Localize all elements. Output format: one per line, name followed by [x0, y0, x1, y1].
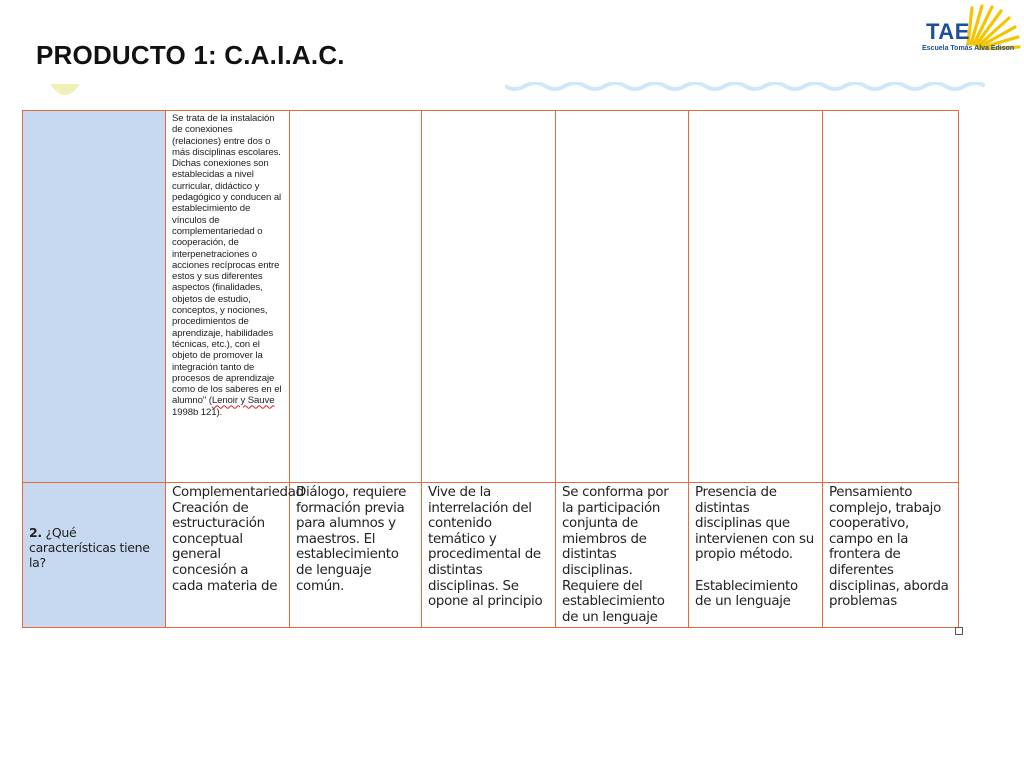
- slide-title: PRODUCTO 1: C.A.I.A.C.: [36, 40, 345, 70]
- decorative-shape-icon: [48, 84, 82, 102]
- decorative-wave-icon: [505, 82, 985, 94]
- citation-text: Lenoir y Sauve: [211, 395, 275, 407]
- table-cell: Se conforma por la participación conjunta de miembros de distintas disciplinas. Requiere del establecimiento de un lenguaje: [556, 483, 689, 628]
- table-cell: [823, 111, 959, 483]
- table-cell: [556, 111, 689, 483]
- table-cell: Vive de la interrelación del contenido temático y procedimental de distintas disciplinas. Se opone al principio: [422, 483, 556, 628]
- table-cell: Diálogo, requiere formación previa para alumnos y maestros. El establecimiento de lenguaje común.: [290, 483, 422, 628]
- question-number: 2.: [29, 525, 42, 540]
- definition-text: Se trata de la instalación de conexiones (relaciones) entre dos o más disciplinas escolares. Dichas conexiones son establecidas a nivel curricular, didáctico y pedagógico y conducen al establecimiento de vínculos de complementariedad o cooperación, de interpenetraciones o acciones recíprocas entre estos y sus diferentes aspectos (finalidades, objetos de estudio, conceptos, y nociones, procedimientos de aprendizaje, habilidades técnicas, etc.), con el objeto de promover la integración tanto de procesos de aprendizaje como de los saberes en el alumno" (: [172, 113, 282, 407]
- comparison-table: [22, 110, 959, 628]
- row-header-cell: [23, 483, 166, 628]
- table-cell: [689, 111, 823, 483]
- table-cell: [166, 111, 290, 483]
- row-header-cell: [23, 111, 166, 483]
- question-text: ¿Qué características tiene la?: [29, 525, 150, 570]
- table-cell: [422, 111, 556, 483]
- table-row: [23, 483, 959, 628]
- citation-tail: 1998b 121).: [172, 406, 223, 418]
- logo-subtitle: Escuela Tomás Alva Edison: [922, 45, 1015, 52]
- table-cell: [290, 111, 422, 483]
- logo-brand: TAE: [926, 19, 970, 44]
- resize-handle[interactable]: [955, 627, 963, 635]
- table-cell: Presencia de distintas disciplinas que intervienen con su propio método. Establecimiento de un lenguaje: [689, 483, 823, 628]
- table-cell: Pensamiento complejo, trabajo cooperativo, campo en la frontera de diferentes disciplinas, aborda problemas: [823, 483, 959, 628]
- table-row: [23, 111, 959, 483]
- school-logo: [922, 2, 1022, 60]
- table-cell: Complementariedad Creación de estructuración conceptual general concesión a cada materia de: [166, 483, 290, 628]
